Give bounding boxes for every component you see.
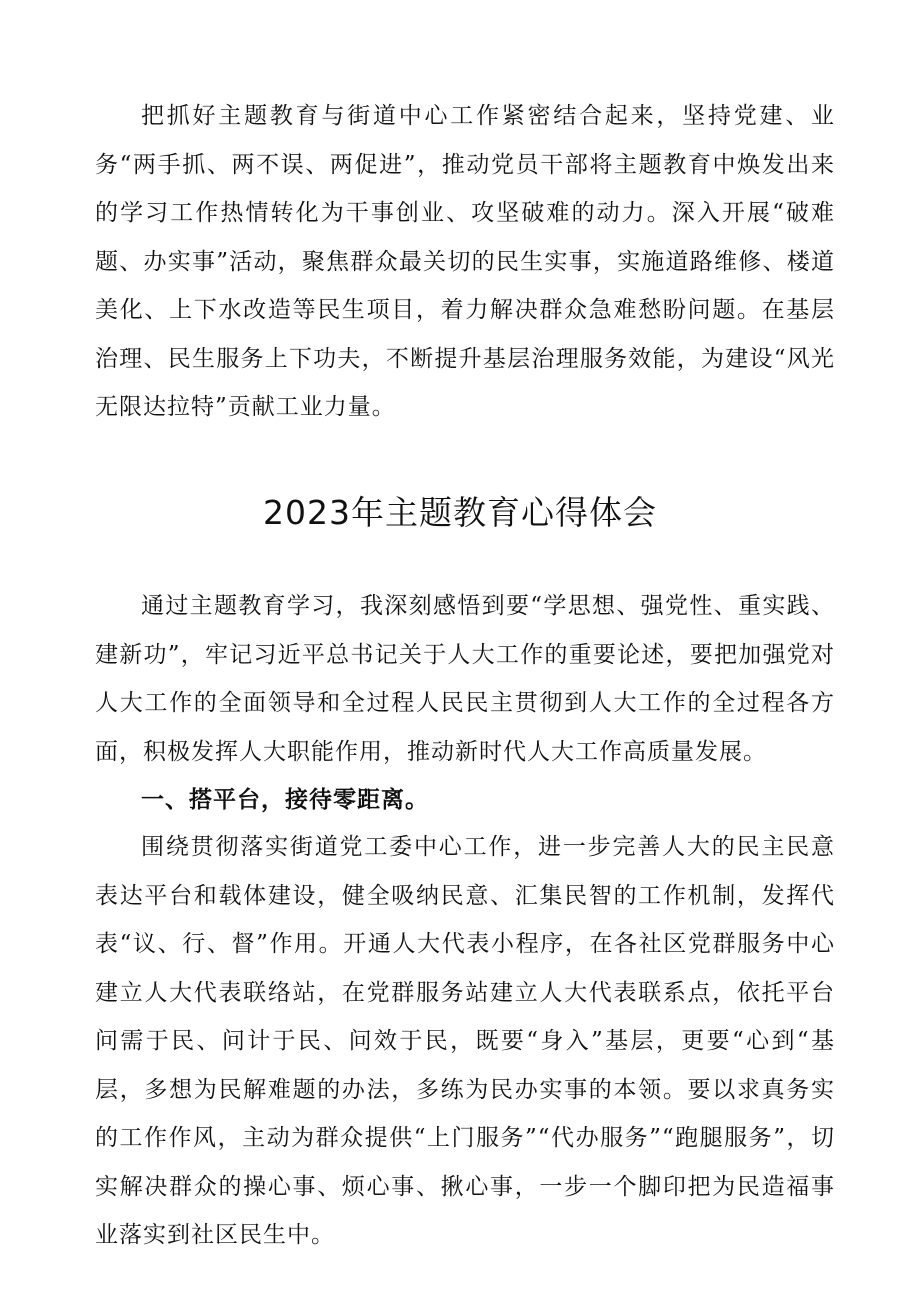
section-heading-1: 一、搭平台，接待零距离。 <box>141 787 429 813</box>
body-paragraph-3: 围绕贯彻落实街道党工委中心工作，进一步完善人大的民主民意表达平台和载体建设，健全吸纳民意、汇集民智的工作机制，发挥代表“议、行、督”作用。开通人大代表小程序，在各社区党群服务中心建立人大代表联络站，在党群服务站建立人大代表联系点，依托平台问需于民、问计于民、问效于民，既要“身入”基层，更要“心到“基层，多想为民解难题的办法，多练为民办实事的本领。要以求真务实的工作作风，主动为群众提供“上门服务”“代办服务”“跑腿服务”，切实解决群众的操心事、烦心事、揪心事，一步一个脚印把为民造福事业落实到社区民生中。 <box>95 834 835 1248</box>
body-paragraph-2: 通过主题教育学习，我深刻感悟到要“学思想、强党性、重实践、建新功”，牢记习近平总书记关于人大工作的重要论述，要把加强党对人大工作的全面领导和全过程人民民主贯彻到人大工作的全过程各方面，积极发挥人大职能作用，推动新时代人大工作高质量发展。 <box>95 593 835 765</box>
document-title: 2023年主题教育心得体会 <box>263 493 657 532</box>
body-paragraph-1: 把抓好主题教育与街道中心工作紧密结合起来，坚持党建、业务“两手抓、两不误、两促进”，推动党员干部将主题教育中焕发出来的学习工作热情转化为干事创业、攻坚破难的动力。深入开展“破难题、办实事”活动，聚焦群众最关切的民生实事，实施道路维修、楼道美化、上下水改造等民生项目，着力解决群众急难愁盼问题。在基层治理、民生服务上下功夫，不断提升基层治理服务效能，为建设“风光无限达拉特”贡献工业力量。 <box>95 103 835 420</box>
